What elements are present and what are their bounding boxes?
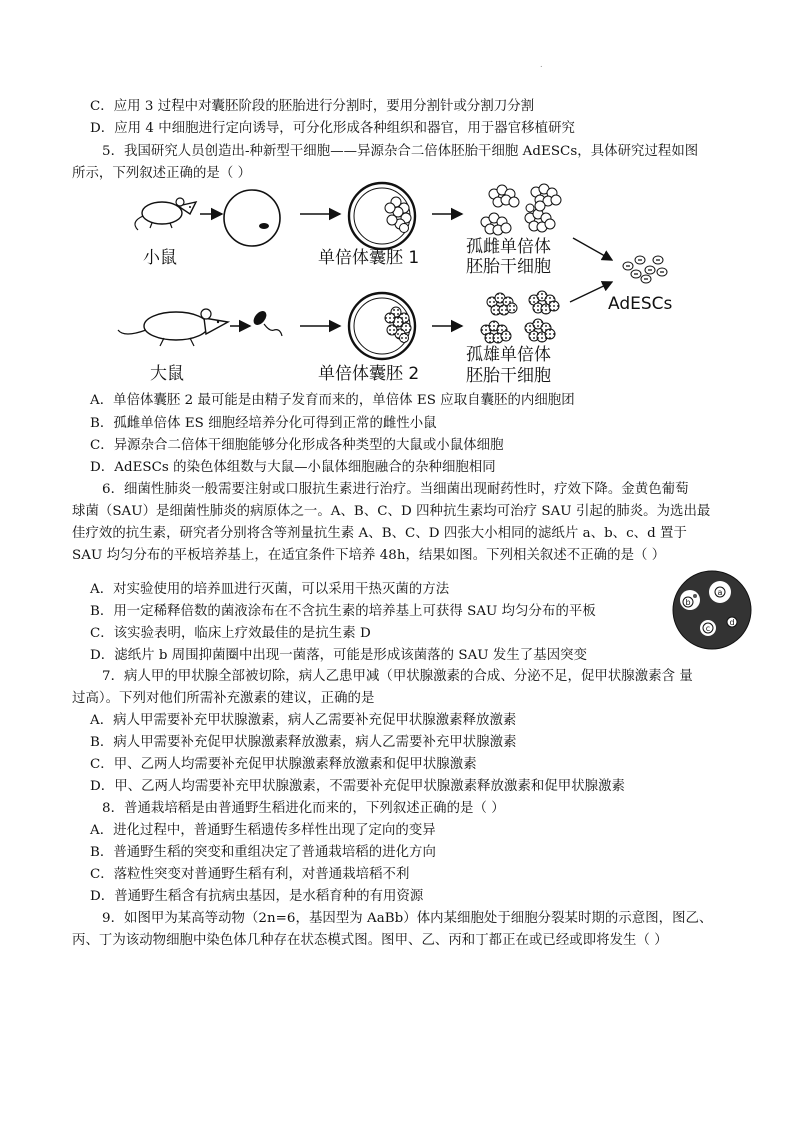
q5-option-a: A．单倍体囊胚 2 最可能是由精子发育而来的，单倍体 ES 应取自囊胚的内细胞团 [90, 393, 575, 408]
blastocyst1-icon [349, 183, 415, 249]
q9-stem-2: 丙、丁为该动物细胞中染色体几种存在状态模式图。图甲、乙、丙和丁都正在或已经或即将发生（ ） [72, 933, 668, 948]
disc-d-label: d [729, 618, 735, 627]
q4-option-c: C．应用 3 过程中对囊胚阶段的胚胎进行分割时，要用分割针或分割刀分割 [90, 99, 535, 114]
q8-option-d: D．普通野生稻含有抗病虫基因，是水稻育种的有用资源 [90, 889, 424, 904]
q6-option-c: C．该实验表明，临床上疗效最佳的是抗生素 D [90, 626, 371, 641]
q7-option-c: C．甲、乙两人均需要补充促甲状腺激素释放激素和促甲状腺激素 [90, 757, 477, 772]
q6-stem-4: SAU 均匀分布的平板培养基上，在适宜条件下培养 48h，结果如图。下列相关叙述不正确的是（ ） [72, 548, 666, 563]
q5-stem-1: 5．我国研究人员创造出-种新型干细胞——异源杂合二倍体胚胎干细胞 AdESCs，具体研究过程如图 [102, 144, 699, 159]
q6-stem-2: 球菌（SAU）是细菌性肺炎的病原体之一。A、B、C、D 四种抗生素均可治疗 SAU 引起的肺炎。为选出最 [72, 504, 711, 519]
label-male-es-line2: 胚胎干细胞 [466, 366, 551, 386]
rat-icon [118, 309, 228, 346]
q5-option-d: D．AdESCs 的染色体组数与大鼠—小鼠体细胞融合的杂种细胞相同 [90, 460, 496, 475]
q9-stem-1: 9．如图甲为某高等动物（2n=6，基因型为 AaBb）体内某细胞处于细胞分裂某时期的示意图，图乙、 [102, 911, 713, 926]
q5-option-c: C．异源杂合二倍体干细胞能够分化形成各种类型的大鼠或小鼠体细胞 [90, 438, 504, 453]
q6-stem-3: 佳疗效的抗生素，研究者分别将含等剂量抗生素 A、B、C、D 四张大小相同的滤纸片 a、b、c、d 置于 [72, 526, 687, 541]
q7-option-a: A．病人甲需要补充甲状腺激素，病人乙需要补充促甲状腺激素释放激素 [90, 713, 517, 728]
q8-option-a: A．进化过程中，普通野生稻遗传多样性出现了定向的变异 [90, 823, 436, 838]
q8-option-b: B．普通野生稻的突变和重组决定了普通栽培稻的进化方向 [90, 845, 436, 860]
q8-option-c: C．落粒性突变对普通野生稻有利，对普通栽培稻不利 [90, 867, 410, 882]
disc-a-label: a [717, 588, 723, 597]
label-adescs: AdESCs [608, 294, 673, 314]
label-female-es-line2: 胚胎干细胞 [466, 257, 551, 277]
blastocyst2-icon [349, 293, 415, 359]
male-es-cells-icon [481, 291, 559, 343]
mouse-icon [135, 198, 196, 230]
q5-option-b: B．孤雌单倍体 ES 细胞经培养分化可得到正常的雌性小鼠 [90, 416, 437, 431]
label-mouse: 小鼠 [143, 248, 177, 268]
label-female-es-line1: 孤雌单倍体 [466, 237, 551, 257]
q6-option-d: D．滤纸片 b 周围抑菌圈中出现一菌落，可能是形成该菌落的 SAU 发生了基因突变 [90, 648, 588, 663]
q7-option-b: B．病人甲需要补充促甲状腺激素释放激素，病人乙需要补充甲状腺激素 [90, 735, 517, 750]
petri-dish-figure [672, 570, 752, 650]
adescs-cells-icon [623, 256, 667, 283]
q7-stem-1: 7．病人甲的甲状腺全部被切除，病人乙患甲减（甲状腺激素的合成、分泌不足，促甲状腺激素含 量 [102, 669, 693, 684]
q6-option-a: A．对实验使用的培养皿进行灭菌，可以采用干热灭菌的方法 [90, 582, 450, 597]
disc-c-label: c [705, 624, 711, 633]
sperm-icon [251, 309, 282, 336]
label-rat: 大鼠 [150, 364, 184, 384]
q8-stem: 8．普通栽培稻是由普通野生稻进化而来的，下列叙述正确的是（ ） [102, 801, 505, 816]
oocyte-icon [224, 190, 280, 246]
label-blastocyst2: 单倍体囊胚 2 [318, 364, 420, 384]
page-mark: . [540, 60, 543, 69]
label-male-es-line1: 孤雄单倍体 [466, 345, 551, 365]
q6-stem-1: 6．细菌性肺炎一般需要注射或口服抗生素进行治疗。当细菌出现耐药性时，疗效下降。金黄色葡萄 [102, 482, 689, 497]
q7-option-d: D．甲、乙两人均需要补充甲状腺激素，不需要补充促甲状腺激素释放激素和促甲状腺激素 [90, 779, 625, 794]
female-es-cells-icon [481, 184, 561, 235]
q4-option-d: D．应用 4 中细胞进行定向诱导，可分化形成各种组织和器官，用于器官移植研究 [90, 121, 575, 136]
q7-stem-2: 过高）。下列对他们所需补充激素的建议，正确的是 [72, 691, 375, 706]
q5-stem-2: 所示，下列叙述正确的是（ ） [72, 166, 252, 181]
label-blastocyst1: 单倍体囊胚 1 [318, 248, 420, 268]
q6-option-b: B．用一定稀释倍数的菌液涂布在不含抗生素的培养基上可获得 SAU 均匀分布的平板 [90, 604, 596, 619]
disc-b-label: b [685, 598, 691, 607]
